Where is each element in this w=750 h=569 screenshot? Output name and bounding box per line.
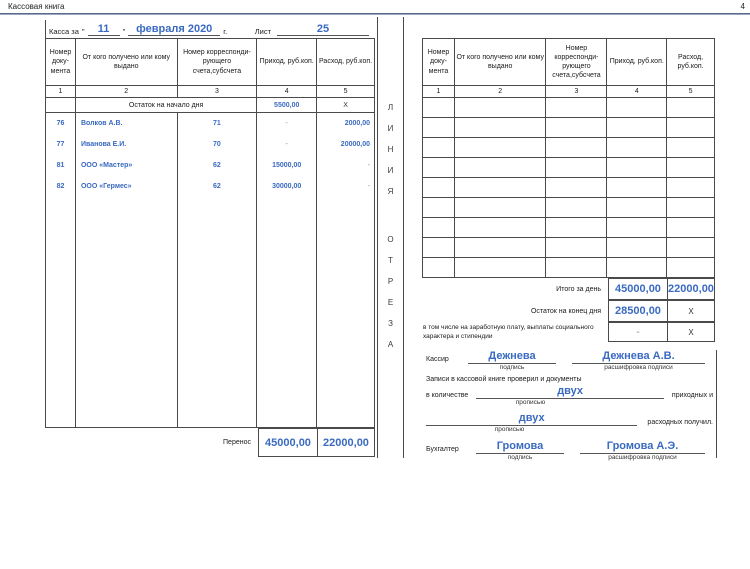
- sheet-number-field: 25: [277, 23, 369, 36]
- empty-cell: [46, 98, 76, 113]
- debit-value: 30000,00: [257, 176, 317, 197]
- date-day-field: 11: [88, 23, 120, 36]
- account-number: 62: [177, 176, 257, 197]
- opening-balance-credit: X: [317, 98, 375, 113]
- sheet-right-edge-line: [716, 350, 717, 458]
- day-total-label: Итого за день: [556, 285, 601, 293]
- cut-line-strip: [377, 17, 404, 458]
- signature-block: [422, 350, 715, 461]
- col-num-5: 5: [317, 86, 375, 98]
- day-total-debit: 45000,00: [608, 278, 668, 300]
- accountant-role-label: Бухгалтер: [426, 446, 459, 454]
- col-num-1: 1: [423, 86, 455, 98]
- cut-line-letter: Н: [387, 145, 394, 154]
- header-rule: [0, 13, 750, 15]
- cut-line-letter: Р: [387, 277, 394, 286]
- empty-row: [423, 198, 715, 218]
- col-header-debit: Приход, руб.коп.: [607, 39, 667, 86]
- col-num-1: 1: [46, 86, 76, 98]
- counterparty-name: ООО «Мастер»: [75, 155, 177, 176]
- signature-caption: подпись: [507, 454, 533, 462]
- closing-balance-credit: X: [667, 300, 715, 322]
- table-row: [46, 176, 375, 197]
- col-header-account: Номер корреспонди- рующего счета,субсчета: [546, 39, 607, 86]
- year-suffix: г.: [223, 27, 228, 36]
- open-quote: ": [81, 27, 85, 36]
- closing-balance-debit: 28500,00: [608, 300, 668, 322]
- left-transactions-table: [45, 38, 375, 428]
- doc-number: 76: [46, 113, 76, 134]
- accountant-signature: Громова: [476, 440, 564, 454]
- col-header-counterparty: От кого получено или кому выдано: [75, 39, 177, 86]
- incoming-count-row: [426, 385, 713, 399]
- in-words-caption: прописью: [494, 426, 525, 434]
- day-total-row: [422, 278, 715, 300]
- close-quote: ": [122, 27, 126, 36]
- quantity-label: в количестве: [426, 392, 469, 400]
- cashier-signature: Дежнева: [468, 350, 556, 364]
- empty-area-row: [46, 197, 375, 428]
- kassa-date-row: [45, 20, 375, 38]
- empty-row: [423, 258, 715, 278]
- col-num-3: 3: [546, 86, 607, 98]
- col-header-account: Номер корреспонди- рующего счета,субсчета: [177, 39, 257, 86]
- cashier-signature-transcript: Дежнева А.В.: [572, 350, 705, 364]
- outgoing-count-row: [426, 412, 713, 426]
- page-number: 4: [740, 2, 745, 11]
- cashier-signature-row: [426, 350, 713, 364]
- empty-row: [423, 238, 715, 258]
- closing-balance-label: Остаток на конец дня: [530, 307, 601, 315]
- table-row: [46, 155, 375, 176]
- including-wages-row: [422, 322, 715, 342]
- counterparty-name: ООО «Гермес»: [75, 176, 177, 197]
- including-wages-credit: X: [667, 322, 715, 342]
- records-checked-text: Записи в кассовой книге проверил и документы: [426, 376, 582, 384]
- doc-number: 82: [46, 176, 76, 197]
- cut-line-letter: О: [387, 235, 394, 244]
- outgoing-count-field: двух: [426, 412, 637, 426]
- day-total-credit: 22000,00: [667, 278, 715, 300]
- empty-row: [423, 138, 715, 158]
- credit-value: -: [317, 155, 375, 176]
- kassa-label: Касса за: [49, 27, 79, 36]
- col-num-5: 5: [667, 86, 715, 98]
- carryover-row: [45, 428, 375, 457]
- cut-line-letter: Т: [388, 256, 393, 265]
- opening-balance-label: Остаток на начало дня: [75, 98, 256, 113]
- cashier-report-sheet: [422, 38, 715, 461]
- closing-balance-row: [422, 300, 715, 322]
- empty-row: [423, 118, 715, 138]
- debit-value: -: [257, 113, 317, 134]
- outgoing-suffix-label: расходных получил.: [647, 419, 713, 427]
- col-num-2: 2: [454, 86, 546, 98]
- credit-value: -: [317, 176, 375, 197]
- date-month-field: февраля 2020: [128, 23, 220, 36]
- incoming-suffix-label: приходных и: [671, 392, 713, 400]
- cashier-role-label: Кассир: [426, 356, 449, 364]
- doc-number: 81: [46, 155, 76, 176]
- cash-book-left-sheet: [45, 20, 375, 457]
- cut-line-letter: А: [387, 340, 394, 349]
- counterparty-name: Волков А.В.: [75, 113, 177, 134]
- column-number-row: [423, 86, 715, 98]
- account-number: 62: [177, 155, 257, 176]
- opening-balance-debit: 5500,00: [257, 98, 317, 113]
- table-header-row: [423, 39, 715, 86]
- doc-number: 77: [46, 134, 76, 155]
- incoming-count-field: двух: [476, 385, 664, 399]
- account-number: 71: [177, 113, 257, 134]
- col-num-2: 2: [75, 86, 177, 98]
- right-transactions-table: [422, 38, 715, 278]
- carryover-label: Перенос: [223, 439, 251, 447]
- cut-line-letter: Е: [387, 298, 394, 307]
- table-row: [46, 113, 375, 134]
- empty-row: [423, 158, 715, 178]
- including-wages-label: в том числе на заработную плату, выплаты социального характера и стипендии: [423, 323, 594, 341]
- transcript-caption: расшифровка подписи: [604, 364, 673, 372]
- cashier-caption-row: [426, 364, 713, 371]
- col-header-debit: Приход, руб.коп.: [257, 39, 317, 86]
- col-header-credit: Расход, руб.коп.: [317, 39, 375, 86]
- opening-balance-row: [46, 98, 375, 113]
- debit-value: 15000,00: [257, 155, 317, 176]
- counterparty-name: Иванова Е.И.: [75, 134, 177, 155]
- including-wages-debit: -: [608, 322, 668, 342]
- empty-row: [423, 98, 715, 118]
- accountant-signature-transcript: Громова А.Э.: [580, 440, 705, 454]
- col-header-doc-number: Номер доку- мента: [423, 39, 455, 86]
- table-row: [46, 134, 375, 155]
- cut-line-letter: Я: [387, 187, 394, 196]
- carryover-debit: 45000,00: [258, 428, 318, 457]
- in-words-caption: прописью: [515, 399, 546, 407]
- col-num-3: 3: [177, 86, 257, 98]
- document-title: Кассовая книга: [8, 2, 65, 11]
- accountant-caption-row: [426, 454, 713, 461]
- credit-value: 20000,00: [317, 134, 375, 155]
- col-header-counterparty: От кого получено или кому выдано: [454, 39, 546, 86]
- empty-row: [423, 218, 715, 238]
- col-header-credit: Расход, руб.коп.: [667, 39, 715, 86]
- col-num-4: 4: [607, 86, 667, 98]
- account-number: 70: [177, 134, 257, 155]
- cut-line-letter: Л: [387, 103, 394, 112]
- table-header-row: [46, 39, 375, 86]
- col-num-4: 4: [257, 86, 317, 98]
- accountant-signature-row: [426, 440, 713, 454]
- transcript-caption: расшифровка подписи: [608, 454, 677, 462]
- empty-row: [423, 178, 715, 198]
- carryover-credit: 22000,00: [317, 428, 375, 457]
- cut-line-letter: И: [387, 166, 394, 175]
- signature-caption: подпись: [499, 364, 525, 372]
- column-number-row: [46, 86, 375, 98]
- cut-line-letter: З: [388, 319, 393, 328]
- col-header-doc-number: Номер доку- мента: [46, 39, 76, 86]
- sheet-label: Лист: [254, 27, 271, 36]
- cut-line-letter: И: [387, 124, 394, 133]
- credit-value: 2000,00: [317, 113, 375, 134]
- debit-value: -: [257, 134, 317, 155]
